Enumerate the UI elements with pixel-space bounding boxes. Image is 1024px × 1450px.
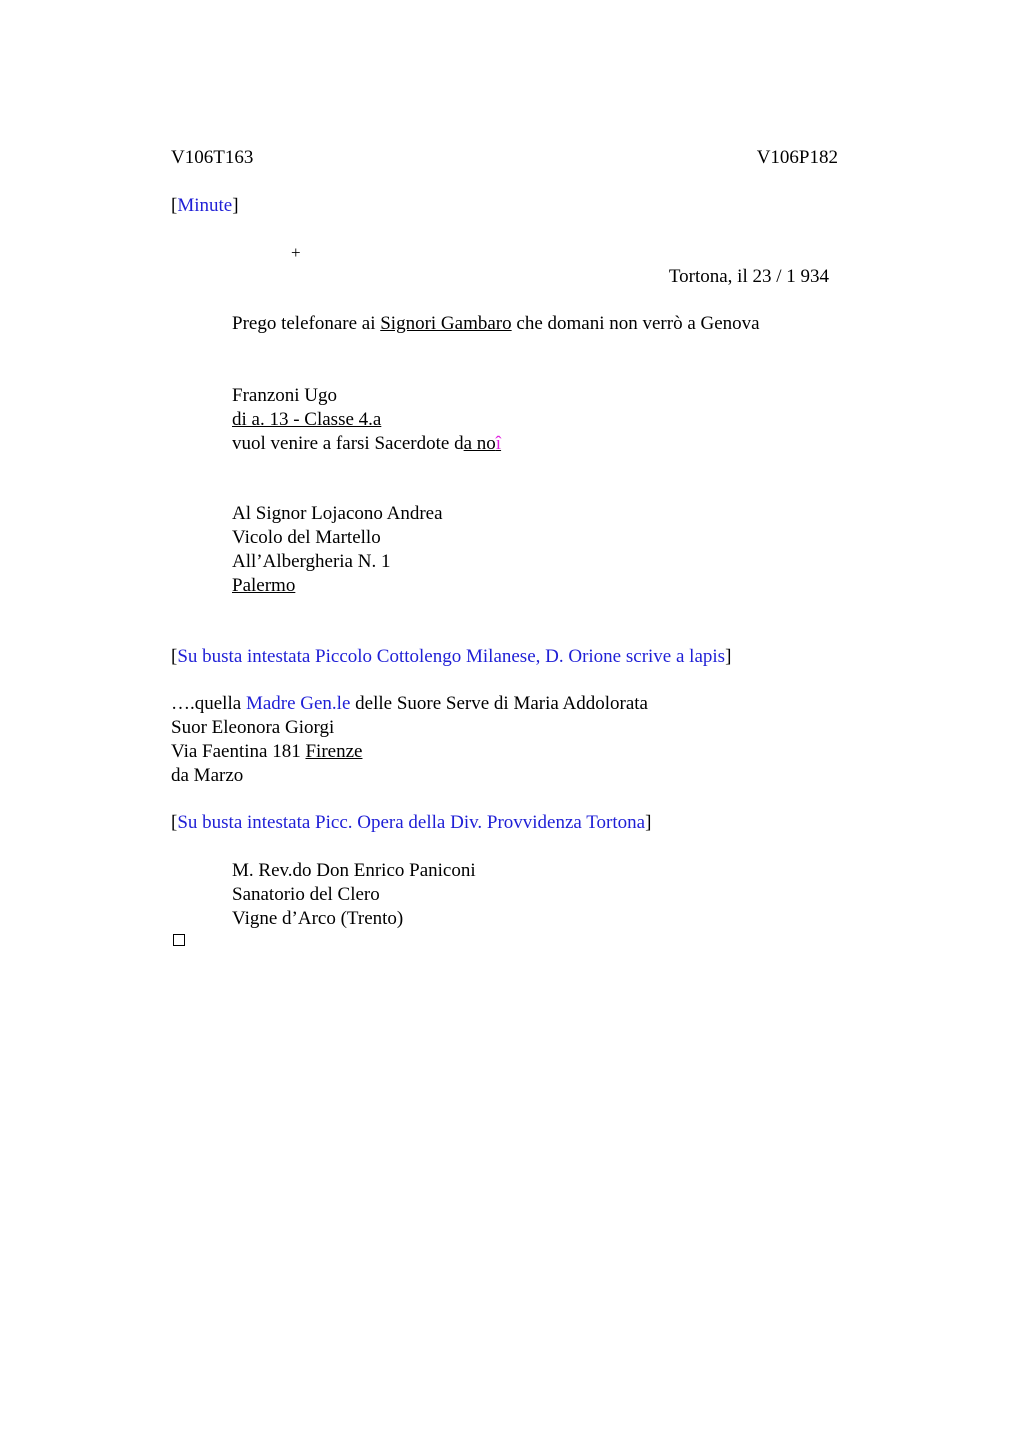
address1-line4: Palermo bbox=[232, 575, 296, 596]
date-line: Tortona, il 23 / 1 934 bbox=[668, 266, 829, 287]
cross-symbol: + bbox=[291, 243, 301, 262]
envelope-note2-text: Su busta intestata Picc. Opera della Div. Provvidenza Tortona bbox=[177, 812, 646, 833]
address1-line3: All’Albergheria N. 1 bbox=[232, 551, 391, 572]
note2-line3-prefix: vuol venire a farsi Sacerdote d bbox=[232, 433, 464, 454]
note1-suffix: che domani non verrò a Genova bbox=[511, 313, 760, 334]
address1-line1: Al Signor Lojacono Andrea bbox=[232, 503, 443, 524]
envelope-note-cottolengo: [Su busta intestata Piccolo Cottolengo Milanese, D. Orione scrive a lapis] bbox=[171, 646, 732, 667]
address2-line3: Via Faentina 181 Firenze bbox=[171, 741, 363, 762]
note-telefonare bbox=[232, 312, 760, 336]
envelope-note1-text: Su busta intestata Piccolo Cottolengo Milanese, D. Orione scrive a lapis bbox=[177, 646, 726, 667]
minute-annotation bbox=[171, 194, 239, 218]
address2-highlight: Madre Gen.le bbox=[245, 693, 351, 714]
address1-line2: Vicolo del Martello bbox=[232, 527, 381, 548]
note2-line3 bbox=[232, 432, 501, 456]
note2-line1: Franzoni Ugo bbox=[232, 385, 338, 406]
address2-line2: Suor Eleonora Giorgi bbox=[171, 717, 335, 738]
address-paniconi bbox=[232, 859, 476, 931]
address3-line3: Vigne d’Arco (Trento) bbox=[232, 908, 404, 929]
address-giorgi bbox=[171, 692, 648, 788]
address-lojacono bbox=[232, 502, 443, 598]
note1-name: Signori Gambaro bbox=[380, 313, 512, 334]
envelope-note-provvidenza: [Su busta intestata Picc. Opera della Div. Provvidenza Tortona] bbox=[171, 812, 652, 833]
header-left-code: V106T163 bbox=[171, 147, 254, 168]
address2-city: Firenze bbox=[305, 741, 363, 762]
address2-line4: da Marzo bbox=[171, 765, 244, 786]
address3-line2: Sanatorio del Clero bbox=[232, 884, 380, 905]
address3-line1: M. Rev.do Don Enrico Paniconi bbox=[232, 860, 476, 881]
note2-line3-mark: î bbox=[495, 433, 502, 454]
note2-line3-underlined: a noî bbox=[463, 433, 502, 454]
note-franzoni bbox=[232, 384, 501, 456]
address2-line1: ….quella Madre Gen.le delle Suore Serve di Maria Addolorata bbox=[171, 693, 648, 714]
note2-line2: di a. 13 - Classe 4.a bbox=[232, 409, 382, 430]
bracket-open: [ bbox=[171, 195, 178, 216]
header-right-code: V106P182 bbox=[756, 147, 838, 168]
bracket-close: ] bbox=[232, 195, 239, 216]
minute-label: Minute bbox=[177, 195, 233, 216]
empty-square-icon bbox=[173, 934, 185, 946]
note1-prefix: Prego telefonare ai bbox=[232, 313, 381, 334]
